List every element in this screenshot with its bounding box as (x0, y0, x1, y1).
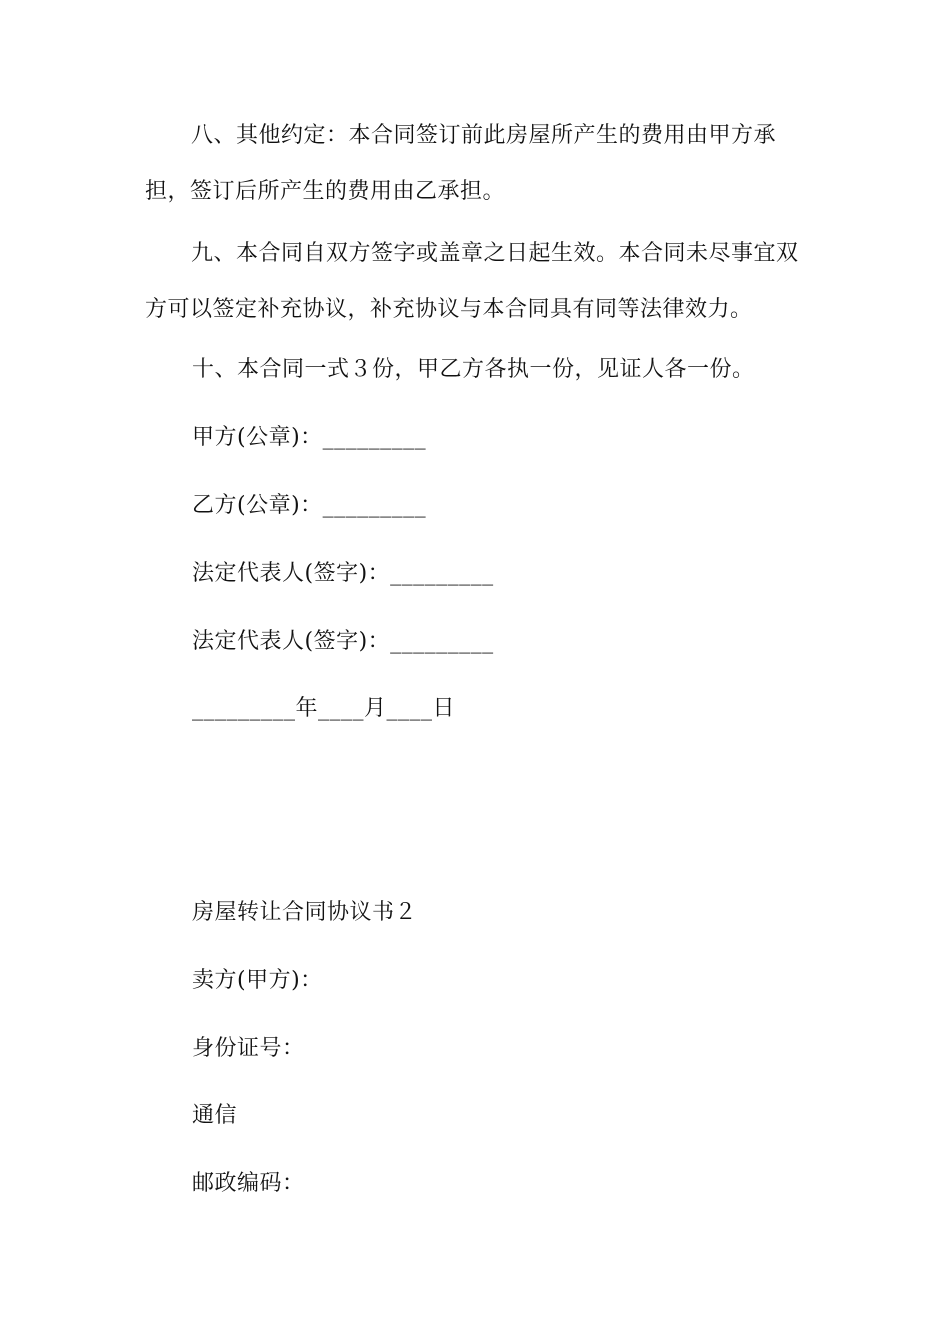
legal-representative-signature-line-2: 法定代表人(签字)：_________ (192, 629, 494, 654)
party-b-seal-line: 乙方(公章)：_________ (192, 493, 427, 518)
contact-label: 通信 (192, 1103, 238, 1128)
id-number-label: 身份证号： (192, 1036, 305, 1061)
date-line: _________年____月____日 (192, 696, 456, 721)
clause-9: 九、本合同自双方签字或盖章之日起生效。本合同未尽事宜双方可以签定补充协议，补充协议与本合同具有同等法律效力。 (145, 241, 799, 322)
clause-8: 八、其他约定：本合同签订前此房屋所产生的费用由甲方承担，签订后所产生的费用由乙承担。 (145, 123, 777, 204)
seller-label: 卖方(甲方)： (192, 968, 323, 993)
postal-code-label: 邮政编码： (192, 1171, 305, 1196)
legal-representative-signature-line: 法定代表人(签字)：_________ (192, 561, 494, 586)
second-contract-title: 房屋转让合同协议书２ (192, 900, 418, 925)
party-a-seal-line: 甲方(公章)：_________ (192, 425, 427, 450)
clause-10: 十、本合同一式３份，甲乙方各执一份，见证人各一份。 (192, 357, 755, 382)
